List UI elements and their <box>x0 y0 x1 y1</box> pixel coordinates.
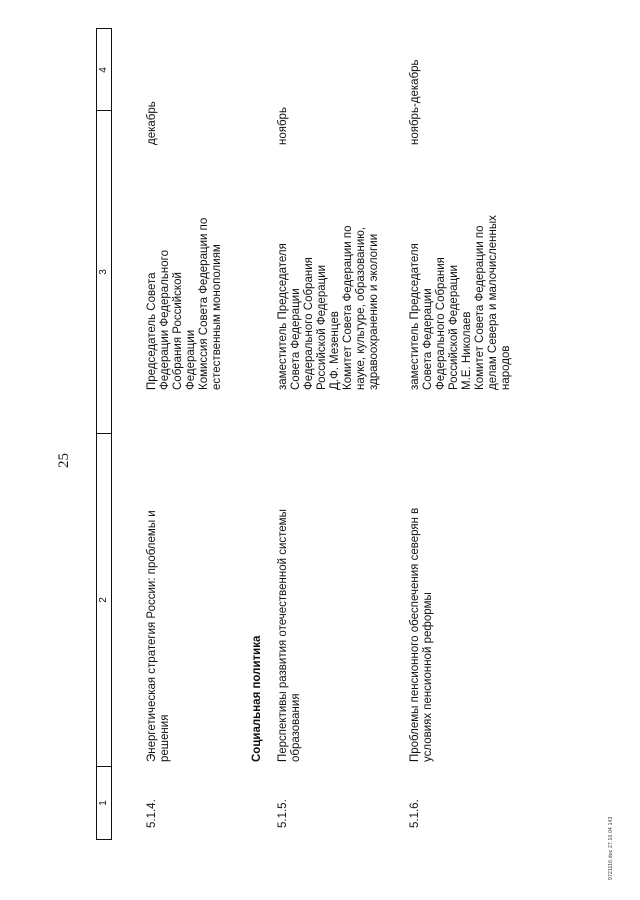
section-heading: Социальная политика <box>251 635 263 762</box>
row-responsible: Председатель Совета Федерации Федерального Собрания Российской Федерации Комиссия Совета Федерации по естественным монополиям <box>146 217 223 390</box>
column-header-3: 3 <box>97 110 111 433</box>
row-period: ноябрь-декабрь <box>409 59 421 145</box>
row-number: 5.1.5. <box>277 799 289 828</box>
page-number: 25 <box>56 453 72 468</box>
row-period: ноябрь <box>277 107 289 145</box>
row-title: Проблемы пенсионного обеспечения северян в условиях пенсионной реформы <box>409 507 434 762</box>
row-title: Перспективы развития отечественной системы образования <box>277 509 302 762</box>
row-period: декабрь <box>146 101 158 145</box>
row-responsible: заместитель Председателя Совета Федерации Федерального Собрания Российской Федерации М.Е. Николаев Комитет Совета Федерации по делам Севера и малочисленных народов <box>409 215 512 390</box>
row-title: Энергетическая стратегия России: проблемы и решения <box>146 510 171 762</box>
footer-doc-code: 9721116.doc 27.10.04 143 <box>608 816 614 880</box>
column-header-1: 1 <box>97 766 111 839</box>
row-number: 5.1.4. <box>146 799 158 828</box>
table-header-row <box>96 28 112 840</box>
column-header-4: 4 <box>98 67 109 73</box>
row-responsible: заместитель Председателя Совета Федерации Федерального Собрания Российской Федерации Д.Ф. Мезенцев Комитет Совета Федерации по науке, культуре, образованию, здравоохранению и экологии <box>277 225 380 390</box>
row-number: 5.1.6. <box>409 799 421 828</box>
column-header-2: 2 <box>97 433 111 766</box>
